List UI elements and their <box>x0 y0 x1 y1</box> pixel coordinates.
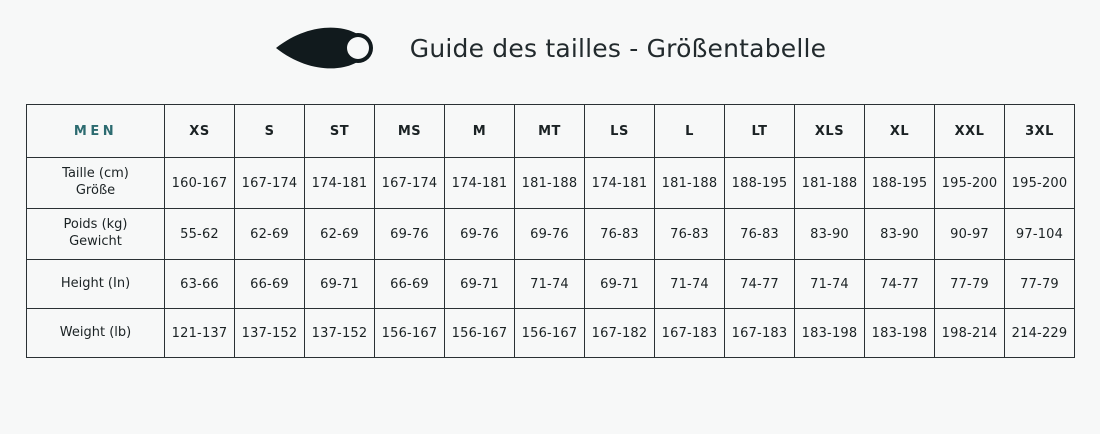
cell-value: 160-167 <box>165 158 235 209</box>
cell-value: 74-77 <box>865 260 935 309</box>
cell-value: 183-198 <box>865 309 935 358</box>
cell-value: 55-62 <box>165 209 235 260</box>
cell-value: 167-174 <box>235 158 305 209</box>
page-header <box>0 0 1100 96</box>
row-label-weight-lb <box>27 309 165 358</box>
row-label-line2: Größe <box>75 183 116 198</box>
cell-value: 66-69 <box>235 260 305 309</box>
table-body <box>27 158 1075 358</box>
cell-value: 174-181 <box>445 158 515 209</box>
column-header-xs: XS <box>165 105 235 158</box>
row-label-height-in <box>27 260 165 309</box>
cell-value: 97-104 <box>1005 209 1075 260</box>
cell-value: 137-152 <box>305 309 375 358</box>
row-label-height-cm <box>27 158 165 209</box>
cell-value: 156-167 <box>515 309 585 358</box>
cell-value: 156-167 <box>445 309 515 358</box>
column-header-lt: LT <box>725 105 795 158</box>
cell-value: 167-183 <box>655 309 725 358</box>
cell-value: 90-97 <box>935 209 1005 260</box>
cell-value: 188-195 <box>725 158 795 209</box>
cell-value: 83-90 <box>795 209 865 260</box>
cell-value: 76-83 <box>585 209 655 260</box>
table-row <box>27 309 1075 358</box>
cell-value: 121-137 <box>165 309 235 358</box>
cell-value: 62-69 <box>305 209 375 260</box>
cell-value: 174-181 <box>585 158 655 209</box>
table-row <box>27 158 1075 209</box>
cell-value: 69-71 <box>585 260 655 309</box>
cell-value: 69-76 <box>445 209 515 260</box>
cell-value: 174-181 <box>305 158 375 209</box>
column-header-ms: MS <box>375 105 445 158</box>
cell-value: 69-71 <box>305 260 375 309</box>
cell-value: 137-152 <box>235 309 305 358</box>
row-label-line1: Weight (lb) <box>59 324 132 340</box>
column-header-xxl: XXL <box>935 105 1005 158</box>
orca-logo-icon <box>274 23 384 73</box>
row-label-weight-kg <box>27 209 165 260</box>
column-header-m: M <box>445 105 515 158</box>
cell-value: 62-69 <box>235 209 305 260</box>
size-table-wrapper <box>26 104 1074 358</box>
cell-value: 181-188 <box>515 158 585 209</box>
cell-value: 167-183 <box>725 309 795 358</box>
column-header-st: ST <box>305 105 375 158</box>
row-label-line1: Poids (kg) <box>63 217 128 233</box>
cell-value: 69-71 <box>445 260 515 309</box>
size-table <box>26 104 1075 358</box>
cell-value: 167-174 <box>375 158 445 209</box>
column-header-ls: LS <box>585 105 655 158</box>
cell-value: 77-79 <box>1005 260 1075 309</box>
table-header <box>27 105 1075 158</box>
cell-value: 77-79 <box>935 260 1005 309</box>
row-label-line1: Taille (cm) <box>62 166 129 182</box>
cell-value: 71-74 <box>515 260 585 309</box>
cell-value: 76-83 <box>655 209 725 260</box>
cell-value: 69-76 <box>515 209 585 260</box>
table-row <box>27 260 1075 309</box>
cell-value: 66-69 <box>375 260 445 309</box>
cell-value: 69-76 <box>375 209 445 260</box>
cell-value: 76-83 <box>725 209 795 260</box>
cell-value: 195-200 <box>935 158 1005 209</box>
table-corner-label: MEN <box>27 105 165 158</box>
cell-value: 198-214 <box>935 309 1005 358</box>
row-label-line2: Gewicht <box>69 234 122 249</box>
row-label-line1: Height (In) <box>60 275 131 291</box>
column-header-3xl: 3XL <box>1005 105 1075 158</box>
cell-value: 181-188 <box>655 158 725 209</box>
cell-value: 74-77 <box>725 260 795 309</box>
cell-value: 156-167 <box>375 309 445 358</box>
column-header-xls: XLS <box>795 105 865 158</box>
cell-value: 63-66 <box>165 260 235 309</box>
cell-value: 188-195 <box>865 158 935 209</box>
table-header-row <box>27 105 1075 158</box>
column-header-xl: XL <box>865 105 935 158</box>
page-title: Guide des tailles - Größentabelle <box>409 33 827 63</box>
table-row <box>27 209 1075 260</box>
column-header-s: S <box>235 105 305 158</box>
cell-value: 195-200 <box>1005 158 1075 209</box>
cell-value: 214-229 <box>1005 309 1075 358</box>
cell-value: 183-198 <box>795 309 865 358</box>
cell-value: 167-182 <box>585 309 655 358</box>
cell-value: 71-74 <box>655 260 725 309</box>
column-header-mt: MT <box>515 105 585 158</box>
cell-value: 181-188 <box>795 158 865 209</box>
cell-value: 83-90 <box>865 209 935 260</box>
cell-value: 71-74 <box>795 260 865 309</box>
column-header-l: L <box>655 105 725 158</box>
